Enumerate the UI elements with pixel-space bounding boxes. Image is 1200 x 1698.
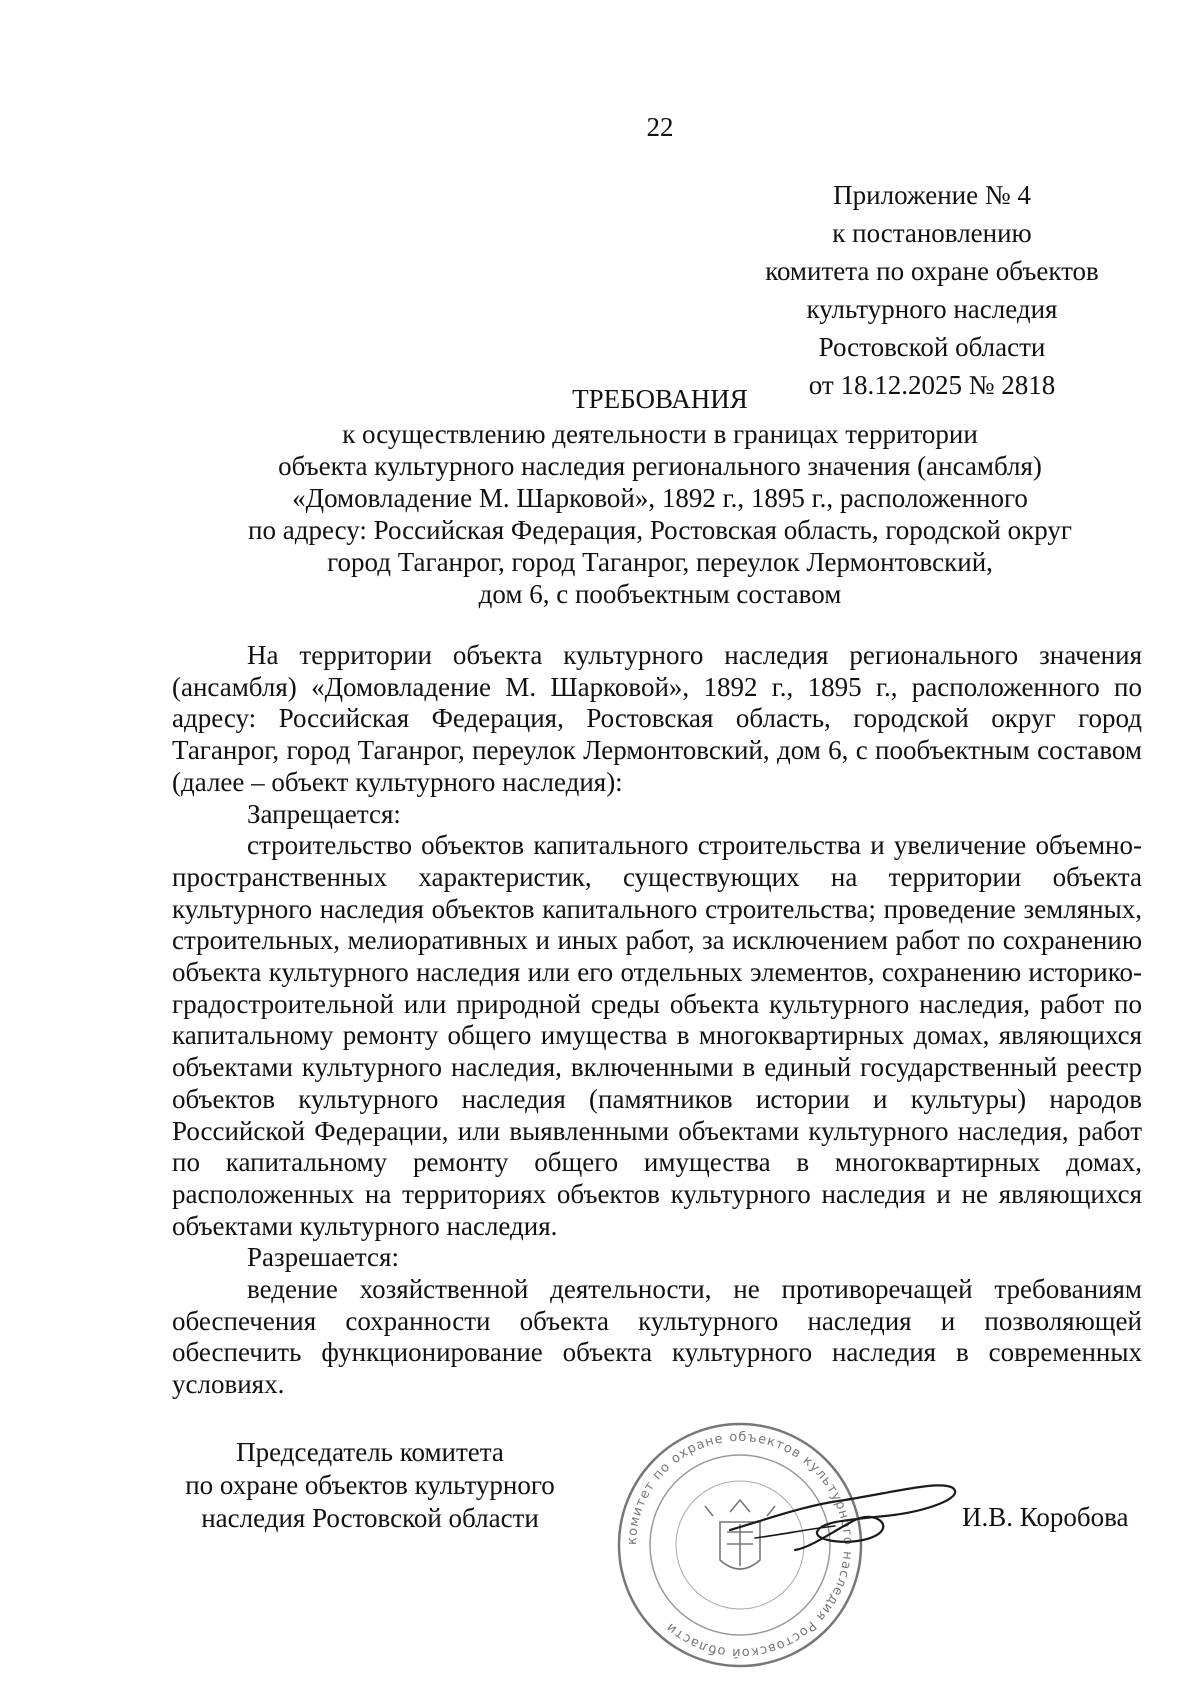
position-line: наследия Ростовской области <box>201 1503 539 1533</box>
allowed-label: Разрешается: <box>247 1242 399 1273</box>
subtitle-line: объекта культурного наследия регионального значения (ансамбля) <box>278 451 1042 481</box>
subtitle-line: дом 6, с пообъектным составом <box>478 579 842 609</box>
signatory-position <box>170 1436 570 1535</box>
appendix-line: Ростовской области <box>818 332 1046 362</box>
svg-text:комитет по охране объектов кул: комитет по охране объектов культурного наследия Ростовской области <box>624 1429 856 1661</box>
subtitle-line: по адресу: Российская Федерация, Ростовская область, городской округ <box>248 515 1072 545</box>
appendix-line: от 18.12.2025 № 2818 <box>808 370 1056 400</box>
signatory-name: И.В. Коробова <box>962 1502 1129 1532</box>
appendix-line: культурного наследия <box>806 294 1058 324</box>
allowed-paragraph: ведение хозяйственной деятельности, не противоречащей требованиям обеспечения сохранности объекта культурного наследия и позволяющей обеспечить функционирование объекта культурного наследия в современных условиях. <box>172 1274 1142 1400</box>
intro-paragraph: На территории объекта культурного наследия регионального значения (ансамбля) «Домовладение М. Шарковой», 1892 г., 1895 г., расположенного по адресу: Российская Федерация, Ростовская область, городской округ город Таганрог, город Таганрог, переулок Лермонтовский, дом 6, с пообъектным составом (далее – объект культурного наследия): <box>172 640 1142 797</box>
subtitle-line: к осуществлению деятельности в границах территории <box>342 419 978 449</box>
appendix-line: к постановлению <box>832 218 1032 248</box>
position-line: Председатель комитета <box>236 1437 504 1467</box>
page-number: 22 <box>646 112 674 142</box>
subtitle-line: «Домовладение М. Шарковой», 1892 г., 1895 г., расположенного <box>292 483 1028 513</box>
handwritten-signature <box>725 1450 960 1560</box>
prohibited-label: Запрещается: <box>247 798 401 829</box>
position-line: по охране объектов культурного <box>185 1470 555 1500</box>
subtitle-line: город Таганрог, город Таганрог, переулок Лермонтовский, <box>327 547 993 577</box>
body-text <box>172 640 1142 1401</box>
requirements-title: ТРЕБОВАНИЯ <box>572 384 748 414</box>
appendix-line: Приложение № 4 <box>833 180 1031 210</box>
appendix-line: комитета по охране объектов <box>765 256 1099 286</box>
prohibited-paragraph: строительство объектов капитального строительства и увеличение объемно-пространственных характеристик, существующих на территории объекта культурного наследия объектов капитального строительства; проведение земляных, строительных, мелиоративных и иных работ, за исключением работ по сохранению объекта культурного наследия или его отдельных элементов, сохранению историко-градостроительной или природной среды объекта культурного наследия, работ по капитальному ремонту общего имущества в многоквартирных домах, являющихся объектами культурного наследия, включенными в единый государственный реестр объектов культурного наследия (памятников истории и культуры) народов Российской Федерации, или выявленными объектами культурного наследия, работ по капитальному ремонту общего имущества в многоквартирных домах, расположенных на территориях объектов культурного наследия и не являющихся объектами культурного наследия. <box>172 830 1142 1241</box>
appendix-block <box>742 176 1122 404</box>
requirements-subtitle <box>0 418 1200 610</box>
